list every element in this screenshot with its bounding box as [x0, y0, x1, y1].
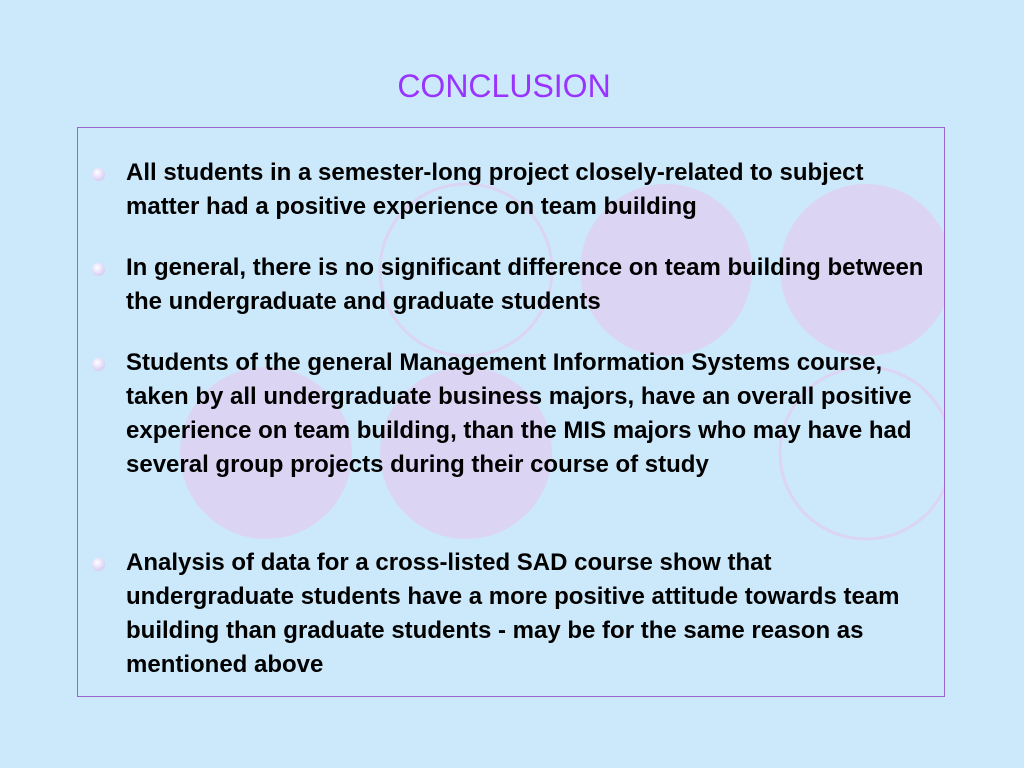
bullet-text: Analysis of data for a cross-listed SAD course show that undergraduate students have a more positive attitude towards team building than graduate students - may be for the same reason as mentioned above	[126, 549, 900, 678]
bullet-dot-icon	[92, 358, 105, 371]
bullet-dot-icon	[92, 558, 105, 571]
slide-title: CONCLUSION	[397, 68, 611, 104]
content-box	[77, 127, 945, 697]
bullet-text: In general, there is no significant difference on team building between the undergraduate and graduate students	[126, 254, 924, 315]
bullet-text: Students of the general Management Information Systems course, taken by all undergraduate business majors, have an overall positive experience on team building, than the MIS majors who may have had several group projects during their course of study	[126, 349, 912, 478]
bullet-dot-icon	[92, 263, 105, 276]
bullet-dot-icon	[92, 168, 105, 181]
bullet-text: All students in a semester-long project closely-related to subject matter had a positive experience on team building	[126, 159, 864, 220]
